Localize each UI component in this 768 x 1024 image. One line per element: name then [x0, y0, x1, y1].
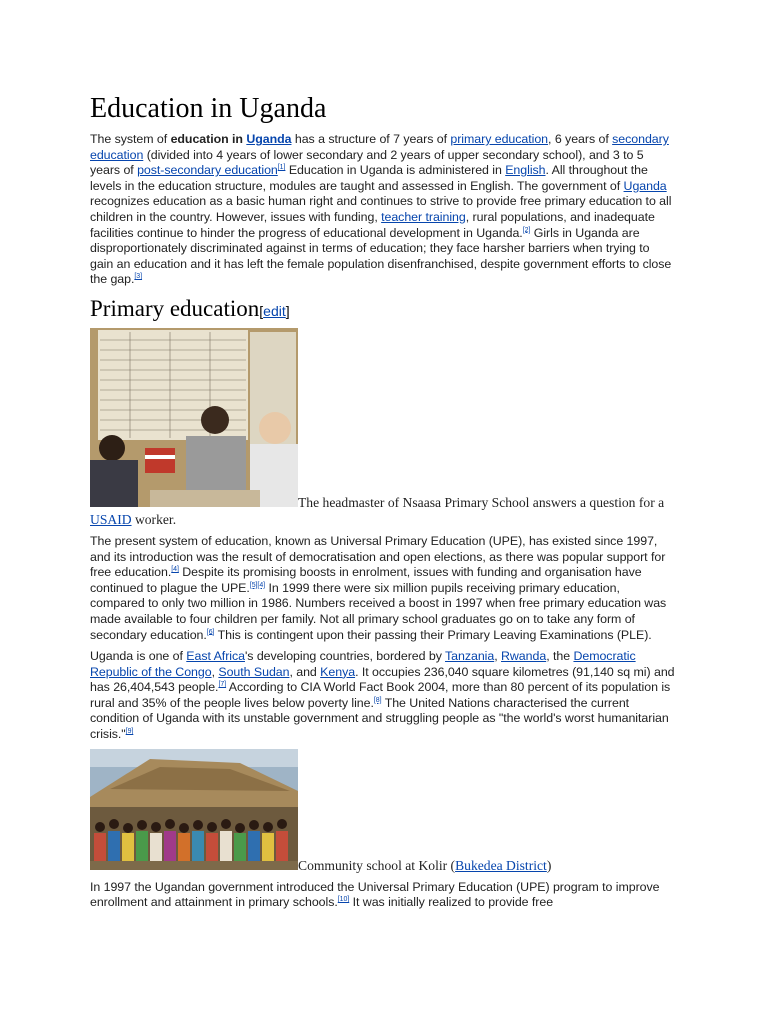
link-tanzania[interactable]: Tanzania	[445, 649, 495, 664]
link-south-sudan[interactable]: South Sudan	[218, 664, 290, 679]
link-rwanda[interactable]: Rwanda	[501, 649, 547, 664]
figure-headmaster: The headmaster of Nsaasa Primary School answers a question for a USAID worker.	[90, 328, 675, 528]
link-usaid[interactable]: USAID	[90, 511, 132, 527]
ref-3[interactable]: [3]	[134, 273, 143, 281]
link-drc[interactable]: Democratic Republic of the Congo	[90, 649, 636, 679]
ref-8[interactable]: [8]	[373, 696, 382, 704]
ref-7[interactable]: [7]	[218, 681, 227, 689]
paragraph-geography: Uganda is one of East Africa's developing countries, bordered by Tanzania, Rwanda, the Democratic Republic of the Congo, South Sudan, and Kenya. It occupies 236,040 square kilometres (91,140 sq mi) and has 26,404,543 people.[7] According to CIA World Fact Book 2004, more than 80 percent of its population is rural and 35% of the people lives below poverty line.[8] The United Nations characterised the current condition of Uganda with its unstable government and struggling people as "the world's worst humanitarian crisis."[9]	[90, 649, 675, 742]
edit-section-link: [edit]	[259, 302, 290, 319]
ref-2[interactable]: [2]	[522, 226, 531, 234]
ref-1[interactable]: [1]	[277, 164, 286, 172]
paragraph-upe-1997: In 1997 the Ugandan government introduced the Universal Primary Education (UPE) program to improve enrollment and attainment in primary schools.[10] It was initially realized to provide free	[90, 879, 660, 910]
ref-4[interactable]: [4]	[171, 566, 179, 573]
article-content	[90, 92, 675, 917]
link-teacher-training[interactable]: teacher training	[381, 209, 466, 224]
link-post-secondary-education[interactable]: post-secondary education	[137, 163, 278, 178]
link-uganda-bold[interactable]: Uganda	[246, 132, 292, 146]
edit-link[interactable]: edit	[263, 302, 286, 319]
figure-community-school: Community school at Kolir (Bukedea District)	[90, 749, 675, 874]
ref-10[interactable]: [10]	[337, 896, 350, 904]
ref-6[interactable]: [6]	[206, 628, 215, 636]
link-kenya[interactable]: Kenya	[320, 664, 356, 679]
link-english[interactable]: English	[505, 163, 546, 178]
link-primary-education[interactable]: primary education	[450, 132, 549, 146]
section-heading-primary-education: Primary education[edit]	[90, 295, 290, 321]
photo-headmaster	[90, 328, 298, 511]
link-bukedea-district[interactable]: Bukedea District	[455, 857, 547, 873]
link-uganda[interactable]: Uganda	[623, 178, 667, 193]
ref-9[interactable]: [9]	[125, 727, 134, 735]
page-title: Education in Uganda	[90, 93, 327, 124]
intro-paragraph: The system of education in Uganda has a structure of 7 years of primary education, 6 years of secondary education (divided into 4 years of lower secondary and 2 years of upper secondary school), and 3 to 5 years of post-secondary education[1] Education in Uganda is administered in English. All throughout the levels in the education structure, modules are taught and assessed in English. The government of Uganda recognizes education as a basic human right and continues to strive to provide free primary education to all children in the country. However, issues with funding, teacher training, rural populations, and inadequate facilities continue to hinder the progress of educational development in Uganda.[2] Girls in Uganda are disproportionately discriminated against in terms of education; they face harsher barriers when trying to gain an education and it has left the female population disenfranchised, despite government efforts to close the gap.[3]	[90, 132, 672, 287]
paragraph-upe: The present system of education, known as Universal Primary Education (UPE), has existed since 1997, and its introduction was the result of democratisation and open elections, as there was popular support for free education.[4] Despite its promising boosts in enrolment, issues with funding and organisation have continued to plague the UPE.[5][4] In 1999 there were six million pupils receiving primary education, compared to only two million in 1986. Numbers received a boost in 1997 when free primary education was made available to four children per family. Not all primary school graduates go on to take any form of secondary education.[6] This is contingent upon their passing their Primary Leaving Examinations (PLE).	[90, 533, 667, 642]
figure-caption-headmaster: The headmaster of Nsaasa Primary School answers a question for a	[298, 494, 665, 510]
photo-community-school	[90, 749, 298, 874]
ref-5-4[interactable]: [5][4]	[249, 581, 266, 589]
figure-caption-community-school: Community school at Kolir (	[298, 857, 456, 873]
link-secondary-education[interactable]: secondary education	[90, 132, 669, 162]
link-east-africa[interactable]: East Africa	[186, 649, 245, 664]
